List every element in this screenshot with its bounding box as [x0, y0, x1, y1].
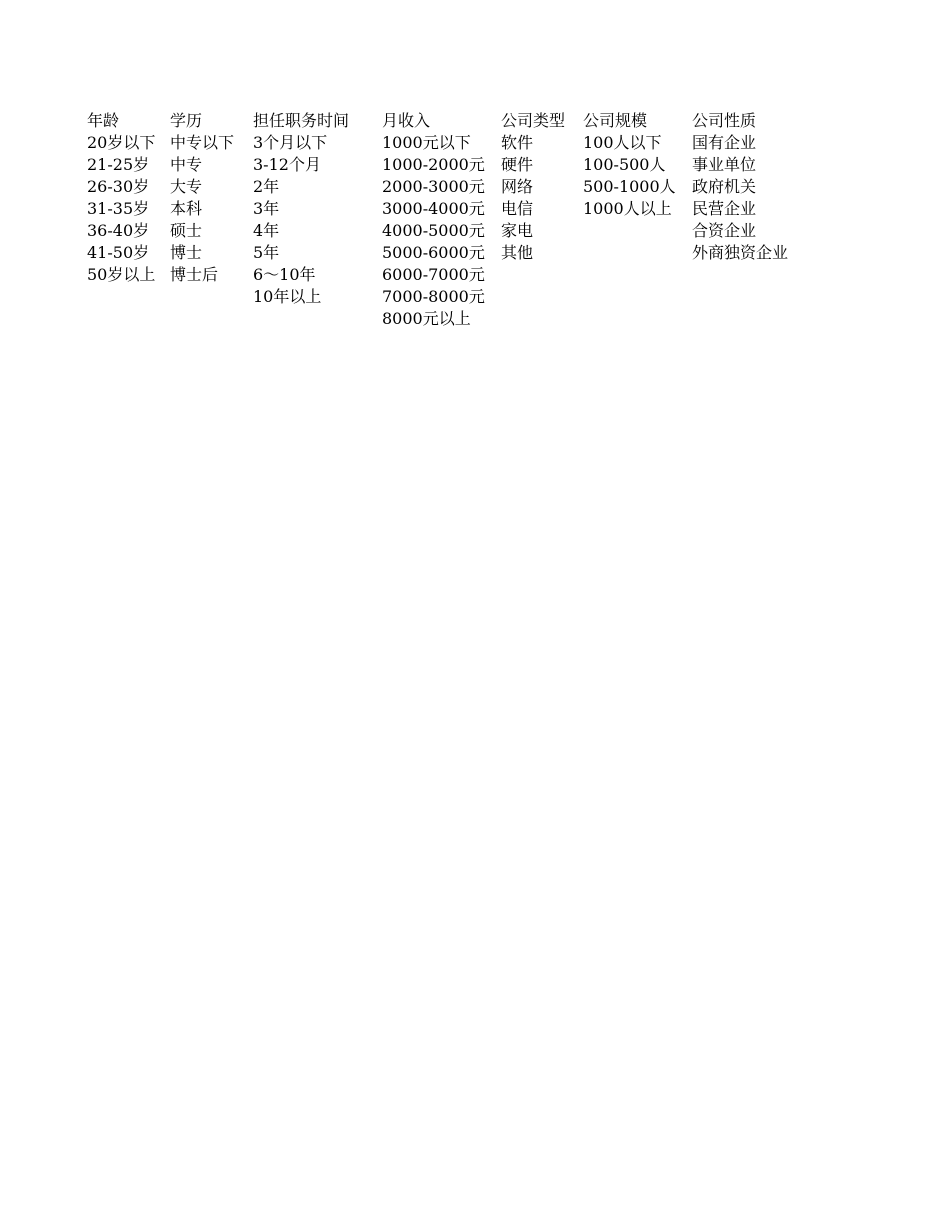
column-monthly-income — [382, 110, 485, 330]
table-cell[interactable]: 软件 — [501, 133, 534, 152]
table-cell[interactable]: 网络 — [501, 177, 534, 196]
table-cell[interactable]: 1000人以上 — [583, 199, 672, 218]
table-cell[interactable]: 政府机关 — [692, 177, 757, 196]
table-cell[interactable]: 其他 — [501, 243, 534, 262]
table-cell[interactable]: 1000-2000元 — [382, 155, 485, 174]
column-header[interactable]: 公司类型 — [501, 111, 566, 130]
column-header[interactable]: 月收入 — [382, 111, 431, 130]
table-cell[interactable]: 3000-4000元 — [382, 199, 485, 218]
table-cell[interactable]: 26-30岁 — [87, 177, 150, 196]
table-cell[interactable]: 家电 — [501, 221, 534, 240]
column-company-nature — [692, 110, 788, 264]
table-cell[interactable]: 事业单位 — [692, 155, 757, 174]
column-header[interactable]: 年龄 — [87, 111, 120, 130]
table-cell[interactable]: 中专 — [170, 155, 203, 174]
table-cell[interactable]: 7000-8000元 — [382, 287, 485, 306]
table-cell[interactable]: 2000-3000元 — [382, 177, 485, 196]
column-header[interactable]: 担任职务时间 — [253, 111, 350, 130]
table-cell[interactable]: 50岁以上 — [87, 265, 156, 284]
table-cell[interactable]: 6～10年 — [253, 265, 316, 284]
table-cell[interactable]: 硕士 — [170, 221, 203, 240]
column-education — [170, 110, 234, 286]
column-header[interactable]: 公司性质 — [692, 111, 757, 130]
table-cell[interactable]: 2年 — [253, 177, 280, 196]
table-cell[interactable]: 3年 — [253, 199, 280, 218]
table-cell[interactable]: 21-25岁 — [87, 155, 150, 174]
table-cell[interactable]: 民营企业 — [692, 199, 757, 218]
column-company-size — [583, 110, 676, 220]
table-cell[interactable]: 3-12个月 — [253, 155, 321, 174]
table-cell[interactable]: 8000元以上 — [382, 309, 471, 328]
column-age — [87, 110, 155, 286]
column-header[interactable]: 学历 — [170, 111, 203, 130]
column-company-type — [501, 110, 565, 264]
table-cell[interactable]: 500-1000人 — [583, 177, 676, 196]
table-cell[interactable]: 外商独资企业 — [692, 243, 789, 262]
table-cell[interactable]: 大专 — [170, 177, 203, 196]
table-cell[interactable]: 博士后 — [170, 265, 219, 284]
table-cell[interactable]: 10年以上 — [253, 287, 322, 306]
table-cell[interactable]: 100-500人 — [583, 155, 666, 174]
table-cell[interactable]: 4000-5000元 — [382, 221, 485, 240]
table-cell[interactable]: 41-50岁 — [87, 243, 150, 262]
table-cell[interactable]: 5000-6000元 — [382, 243, 485, 262]
table-cell[interactable]: 中专以下 — [170, 133, 235, 152]
table-cell[interactable]: 硬件 — [501, 155, 534, 174]
table-cell[interactable]: 3个月以下 — [253, 133, 328, 152]
table-cell[interactable]: 4年 — [253, 221, 280, 240]
table-cell[interactable]: 合资企业 — [692, 221, 757, 240]
table-cell[interactable]: 本科 — [170, 199, 203, 218]
table-cell[interactable]: 国有企业 — [692, 133, 757, 152]
table-cell[interactable]: 36-40岁 — [87, 221, 150, 240]
table-cell[interactable]: 博士 — [170, 243, 203, 262]
column-position-tenure — [253, 110, 349, 308]
table-cell[interactable]: 1000元以下 — [382, 133, 471, 152]
table-cell[interactable]: 100人以下 — [583, 133, 662, 152]
column-header[interactable]: 公司规模 — [583, 111, 648, 130]
table-cell[interactable]: 20岁以下 — [87, 133, 156, 152]
table-cell[interactable]: 31-35岁 — [87, 199, 150, 218]
table-cell[interactable]: 5年 — [253, 243, 280, 262]
table-cell[interactable]: 6000-7000元 — [382, 265, 485, 284]
table-cell[interactable]: 电信 — [501, 199, 534, 218]
